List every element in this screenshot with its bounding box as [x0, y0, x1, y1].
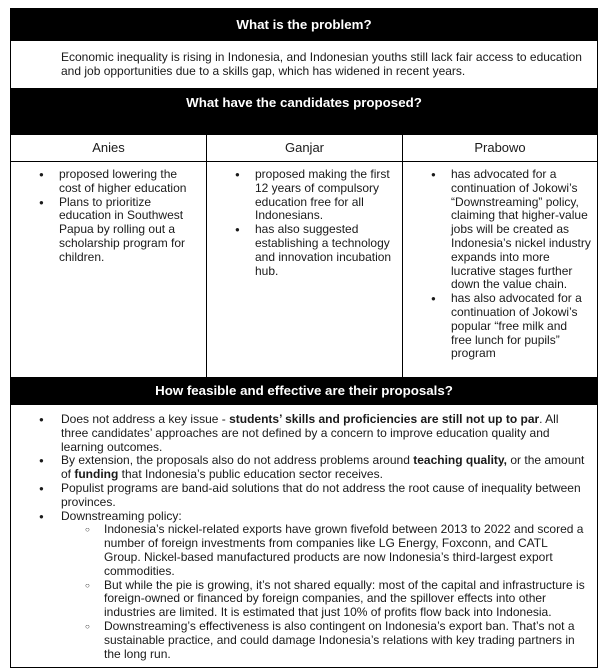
list-item: ● has also suggested establishing a technology and innovation incubation hub.	[207, 223, 402, 278]
list-item: ● Downstreaming policy: ○ Indonesia’s nickel-related exports have grown fivefold between 2013 to 2022 and scored a number of foreign investments from companies like LG Energy, Foxconn, and CATL Group. Nickel-based manufactured products are now Indonesia’s third-largest export commodities. ○ But while the pie is growing, it’s not shared equally: most of the capital and infrastructure is foreign-owned or financed by foreign companies, and the spillover effects into other industries are limited. It is estimated that just 10% of profits flow back into Indonesia. ○ Downstreaming’s effectiveness is also contingent on Indonesia’s export ban. That’s not a sustainable practice, and could damage Indonesia’s relations with key trading partners in the long run.	[11, 510, 597, 662]
list-item: ● has advocated for a continuation of Jokowi’s “Downstreaming” policy, claiming that higher-value jobs will be created as Indonesia’s nickel industry expands into more lucrative stages further down the value chain.	[403, 168, 597, 292]
anies-proposals	[11, 162, 207, 377]
sub-list-item: ○ But while the pie is growing, it’s not shared equally: most of the capital and infrastructure is foreign-owned or financed by foreign companies, and the spillover effects into other industries are limited. It is estimated that just 10% of profits flow back into Indonesia.	[61, 579, 587, 620]
sub-list-item: ○ Indonesia’s nickel-related exports have grown fivefold between 2013 to 2022 and scored a number of foreign investments from companies like LG Energy, Foxconn, and CATL Group. Nickel-based manufactured products are now Indonesia’s third-largest export commodities.	[61, 523, 587, 578]
prabowo-proposals	[403, 162, 597, 377]
list-item: ● Does not address a key issue - students’ skills and proficiencies are still not up to par. All three candidates’ approaches are not defined by a concern to improve education quality and learning outcomes.	[11, 413, 597, 454]
problem-heading: What is the problem?	[11, 9, 597, 41]
candidate-proposals-row	[11, 161, 597, 377]
candidate-name-ganjar: Ganjar	[207, 135, 403, 161]
proposals-heading: What have the candidates proposed?	[11, 88, 597, 134]
list-item: ● Populist programs are band-aid solutions that do not address the root cause of inequality between provinces.	[11, 482, 597, 510]
candidate-header-row	[11, 134, 597, 161]
list-item: ● By extension, the proposals also do not address problems around teaching quality, or the amount of funding that Indonesia’s public education sector receives.	[11, 454, 597, 482]
sub-list-item: ○ Downstreaming’s effectiveness is also contingent on Indonesia’s export ban. That’s not a sustainable practice, and could damage Indonesia’s relations with key trading partners in the long run.	[61, 620, 587, 661]
downstreaming-sublist	[61, 523, 587, 661]
list-item: ● proposed lowering the cost of higher education	[11, 168, 206, 196]
feasibility-heading: How feasible and effective are their proposals?	[11, 377, 597, 405]
feasibility-body	[11, 405, 597, 667]
policy-table	[10, 8, 598, 668]
list-item: ● Plans to prioritize education in Southwest Papua by rolling out a scholarship program for children.	[11, 196, 206, 265]
list-item: ● proposed making the first 12 years of compulsory education free for all Indonesians.	[207, 168, 402, 223]
list-item: ● has also advocated for a continuation of Jokowi’s popular “free milk and free lunch for pupils” program	[403, 292, 597, 361]
problem-text: Economic inequality is rising in Indonesia, and Indonesian youths still lack fair access to education and job opportunities due to a skills gap, which has widened in recent years.	[61, 50, 582, 78]
ganjar-proposals	[207, 162, 403, 377]
candidate-name-prabowo: Prabowo	[474, 140, 526, 156]
candidate-name-anies: Anies	[11, 135, 207, 161]
